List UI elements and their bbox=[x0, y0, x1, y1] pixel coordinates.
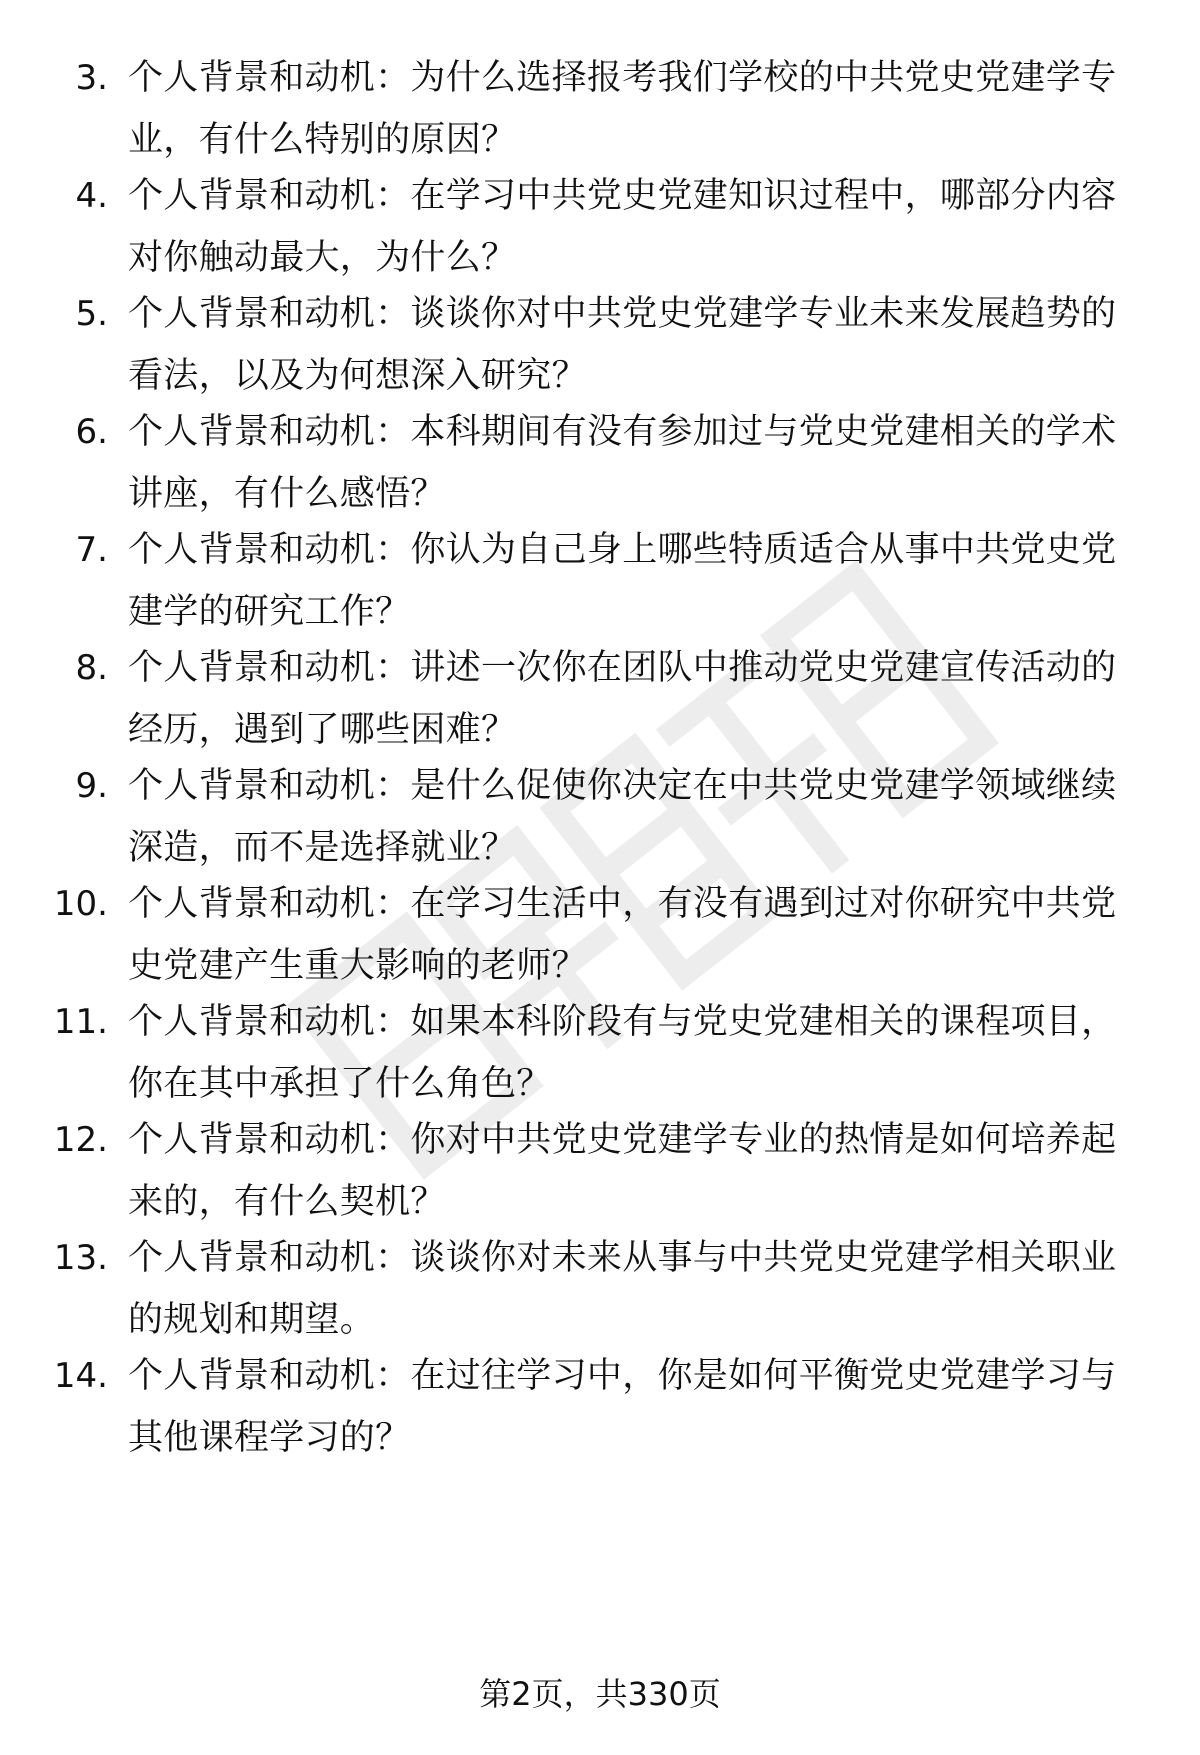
list-item bbox=[0, 1227, 1200, 1347]
question-text: 个人背景和动机：如果本科阶段有与党史党建相关的课程项目，你在其中承担了什么角色？ bbox=[128, 1002, 1117, 1104]
question-text: 个人背景和动机：讲述一次你在团队中推动党史党建宣传活动的经历，遇到了哪些困难？ bbox=[128, 648, 1117, 750]
question-number: 4. bbox=[75, 176, 108, 216]
list-item bbox=[0, 755, 1200, 875]
question-text: 个人背景和动机：在学习生活中，有没有遇到过对你研究中共党史党建产生重大影响的老师？ bbox=[128, 884, 1117, 986]
question-number: 6. bbox=[75, 412, 108, 452]
question-number: 7. bbox=[75, 530, 108, 570]
question-text: 个人背景和动机：是什么促使你决定在中共党史党建学领域继续深造，而不是选择就业？ bbox=[128, 766, 1117, 868]
list-item bbox=[0, 283, 1200, 403]
list-item bbox=[0, 401, 1200, 521]
question-text: 个人背景和动机：本科期间有没有参加过与党史党建相关的学术讲座，有什么感悟？ bbox=[128, 412, 1117, 514]
question-number: 14. bbox=[53, 1356, 108, 1396]
question-text: 个人背景和动机：谈谈你对中共党史党建学专业未来发展趋势的看法，以及为何想深入研究？ bbox=[128, 294, 1117, 396]
question-text: 个人背景和动机：谈谈你对未来从事与中共党史党建学相关职业的规划和期望。 bbox=[128, 1238, 1117, 1340]
question-number: 13. bbox=[53, 1238, 108, 1278]
question-number: 8. bbox=[75, 648, 108, 688]
question-number: 11. bbox=[53, 1002, 108, 1042]
list-item bbox=[0, 637, 1200, 757]
list-item bbox=[0, 165, 1200, 285]
list-item bbox=[0, 991, 1200, 1111]
question-number: 12. bbox=[53, 1120, 108, 1160]
question-text: 个人背景和动机：在学习中共党史党建知识过程中，哪部分内容对你触动最大，为什么？ bbox=[128, 176, 1117, 278]
question-text: 个人背景和动机：你认为自己身上哪些特质适合从事中共党史党建学的研究工作？ bbox=[128, 530, 1117, 632]
list-item bbox=[0, 873, 1200, 993]
list-item bbox=[0, 519, 1200, 639]
list-item bbox=[0, 1109, 1200, 1229]
question-text: 个人背景和动机：你对中共党史党建学专业的热情是如何培养起来的，有什么契机？ bbox=[128, 1120, 1117, 1222]
question-text: 个人背景和动机：在过往学习中，你是如何平衡党史党建学习与其他课程学习的？ bbox=[128, 1356, 1117, 1458]
question-number: 5. bbox=[75, 294, 108, 334]
question-number: 9. bbox=[75, 766, 108, 806]
question-number: 3. bbox=[75, 58, 108, 98]
question-number: 10. bbox=[53, 884, 108, 924]
list-item bbox=[0, 1345, 1200, 1465]
page-footer: 第2页，共330页 bbox=[479, 1675, 721, 1713]
list-item bbox=[0, 47, 1200, 167]
question-text: 个人背景和动机：为什么选择报考我们学校的中共党史党建学专业，有什么特别的原因？ bbox=[128, 58, 1117, 160]
